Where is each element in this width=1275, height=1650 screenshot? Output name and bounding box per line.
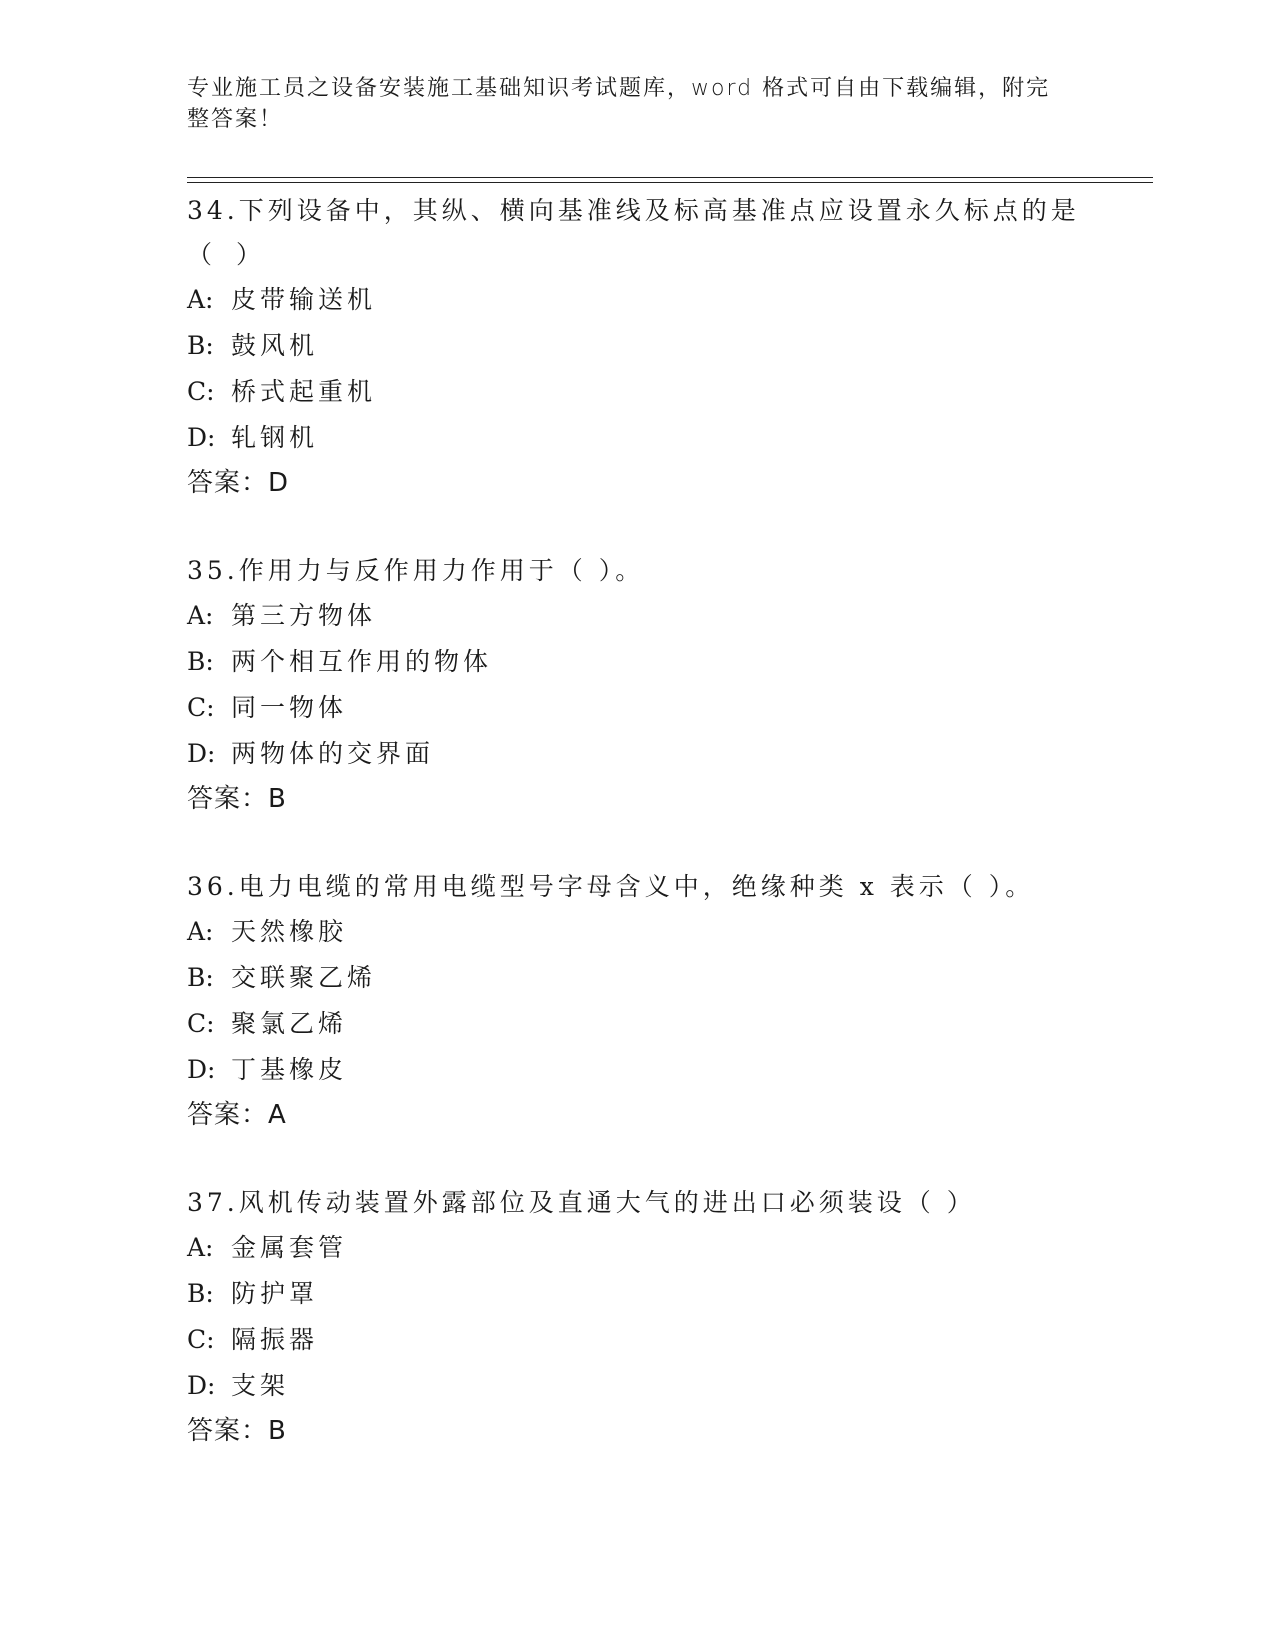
question-stem	[187, 549, 1127, 593]
option-key: B:	[187, 963, 214, 992]
option-text: 轧钢机	[231, 423, 319, 452]
option-key: A:	[187, 601, 214, 630]
option-text: 桥式起重机	[231, 377, 377, 406]
option-text: 防护罩	[231, 1279, 319, 1308]
option-key: D:	[187, 1055, 216, 1084]
question-list	[187, 189, 1127, 1497]
option-text: 聚氯乙烯	[231, 1009, 348, 1038]
option-text: 丁基橡皮	[231, 1055, 348, 1084]
option-d	[187, 1047, 1127, 1093]
question-text: 37.风机传动装置外露部位及直通大气的进出口必须装设（ ）	[187, 1188, 976, 1217]
option-b	[187, 323, 1127, 369]
option-text: 两物体的交界面	[231, 739, 435, 768]
option-a	[187, 277, 1127, 323]
option-b	[187, 639, 1127, 685]
option-text: 支架	[231, 1371, 290, 1400]
option-text: 隔振器	[231, 1325, 319, 1354]
option-text: 同一物体	[231, 693, 348, 722]
header-divider-bottom	[187, 182, 1153, 183]
answer-line: 答案：B	[187, 1416, 287, 1446]
answer-line: 答案：D	[187, 468, 290, 498]
option-key: A:	[187, 285, 214, 314]
answer-line: 答案：A	[187, 1100, 287, 1130]
question-34	[187, 189, 1127, 505]
header-line-1: 专业施工员之设备安装施工基础知识考试题库，word 格式可自由下载编辑，附完	[187, 76, 1051, 101]
question-stem	[187, 865, 1127, 909]
question-text: 36.电力电缆的常用电缆型号字母含义中，绝缘种类 x 表示（ ）。	[187, 872, 1035, 901]
option-a	[187, 909, 1127, 955]
option-c	[187, 1317, 1127, 1363]
option-d	[187, 415, 1127, 461]
option-d	[187, 1363, 1127, 1409]
option-text: 鼓风机	[231, 331, 319, 360]
question-35	[187, 549, 1127, 821]
question-text: 35.作用力与反作用力作用于（ ）。	[187, 556, 645, 585]
option-b	[187, 955, 1127, 1001]
option-c	[187, 369, 1127, 415]
header-line-2: 整答案！	[187, 107, 284, 132]
option-b	[187, 1271, 1127, 1317]
option-key: A:	[187, 917, 214, 946]
option-key: B:	[187, 647, 214, 676]
document-header	[187, 73, 1067, 135]
option-key: D:	[187, 739, 216, 768]
question-stem	[187, 1181, 1127, 1225]
option-key: B:	[187, 1279, 214, 1308]
option-text: 两个相互作用的物体	[231, 647, 493, 676]
question-37	[187, 1181, 1127, 1453]
option-key: C:	[187, 1009, 215, 1038]
question-stem	[187, 189, 1127, 277]
option-key: B:	[187, 331, 214, 360]
option-c	[187, 1001, 1127, 1047]
option-a	[187, 593, 1127, 639]
option-key: C:	[187, 377, 215, 406]
option-text: 天然橡胶	[231, 917, 348, 946]
option-text: 金属套管	[231, 1233, 348, 1262]
option-text: 第三方物体	[231, 601, 377, 630]
question-text-continued: （ ）	[187, 240, 269, 269]
option-key: D:	[187, 1371, 216, 1400]
question-36	[187, 865, 1127, 1137]
option-key: A:	[187, 1233, 214, 1262]
option-c	[187, 685, 1127, 731]
option-a	[187, 1225, 1127, 1271]
option-key: C:	[187, 693, 215, 722]
option-text: 交联聚乙烯	[231, 963, 377, 992]
option-key: D:	[187, 423, 216, 452]
question-text: 34.下列设备中，其纵、横向基准线及标高基准点应设置永久标点的是	[187, 196, 1080, 225]
header-divider-top	[187, 177, 1153, 178]
option-key: C:	[187, 1325, 215, 1354]
answer-line: 答案：B	[187, 784, 287, 814]
option-text: 皮带输送机	[231, 285, 377, 314]
option-d	[187, 731, 1127, 777]
